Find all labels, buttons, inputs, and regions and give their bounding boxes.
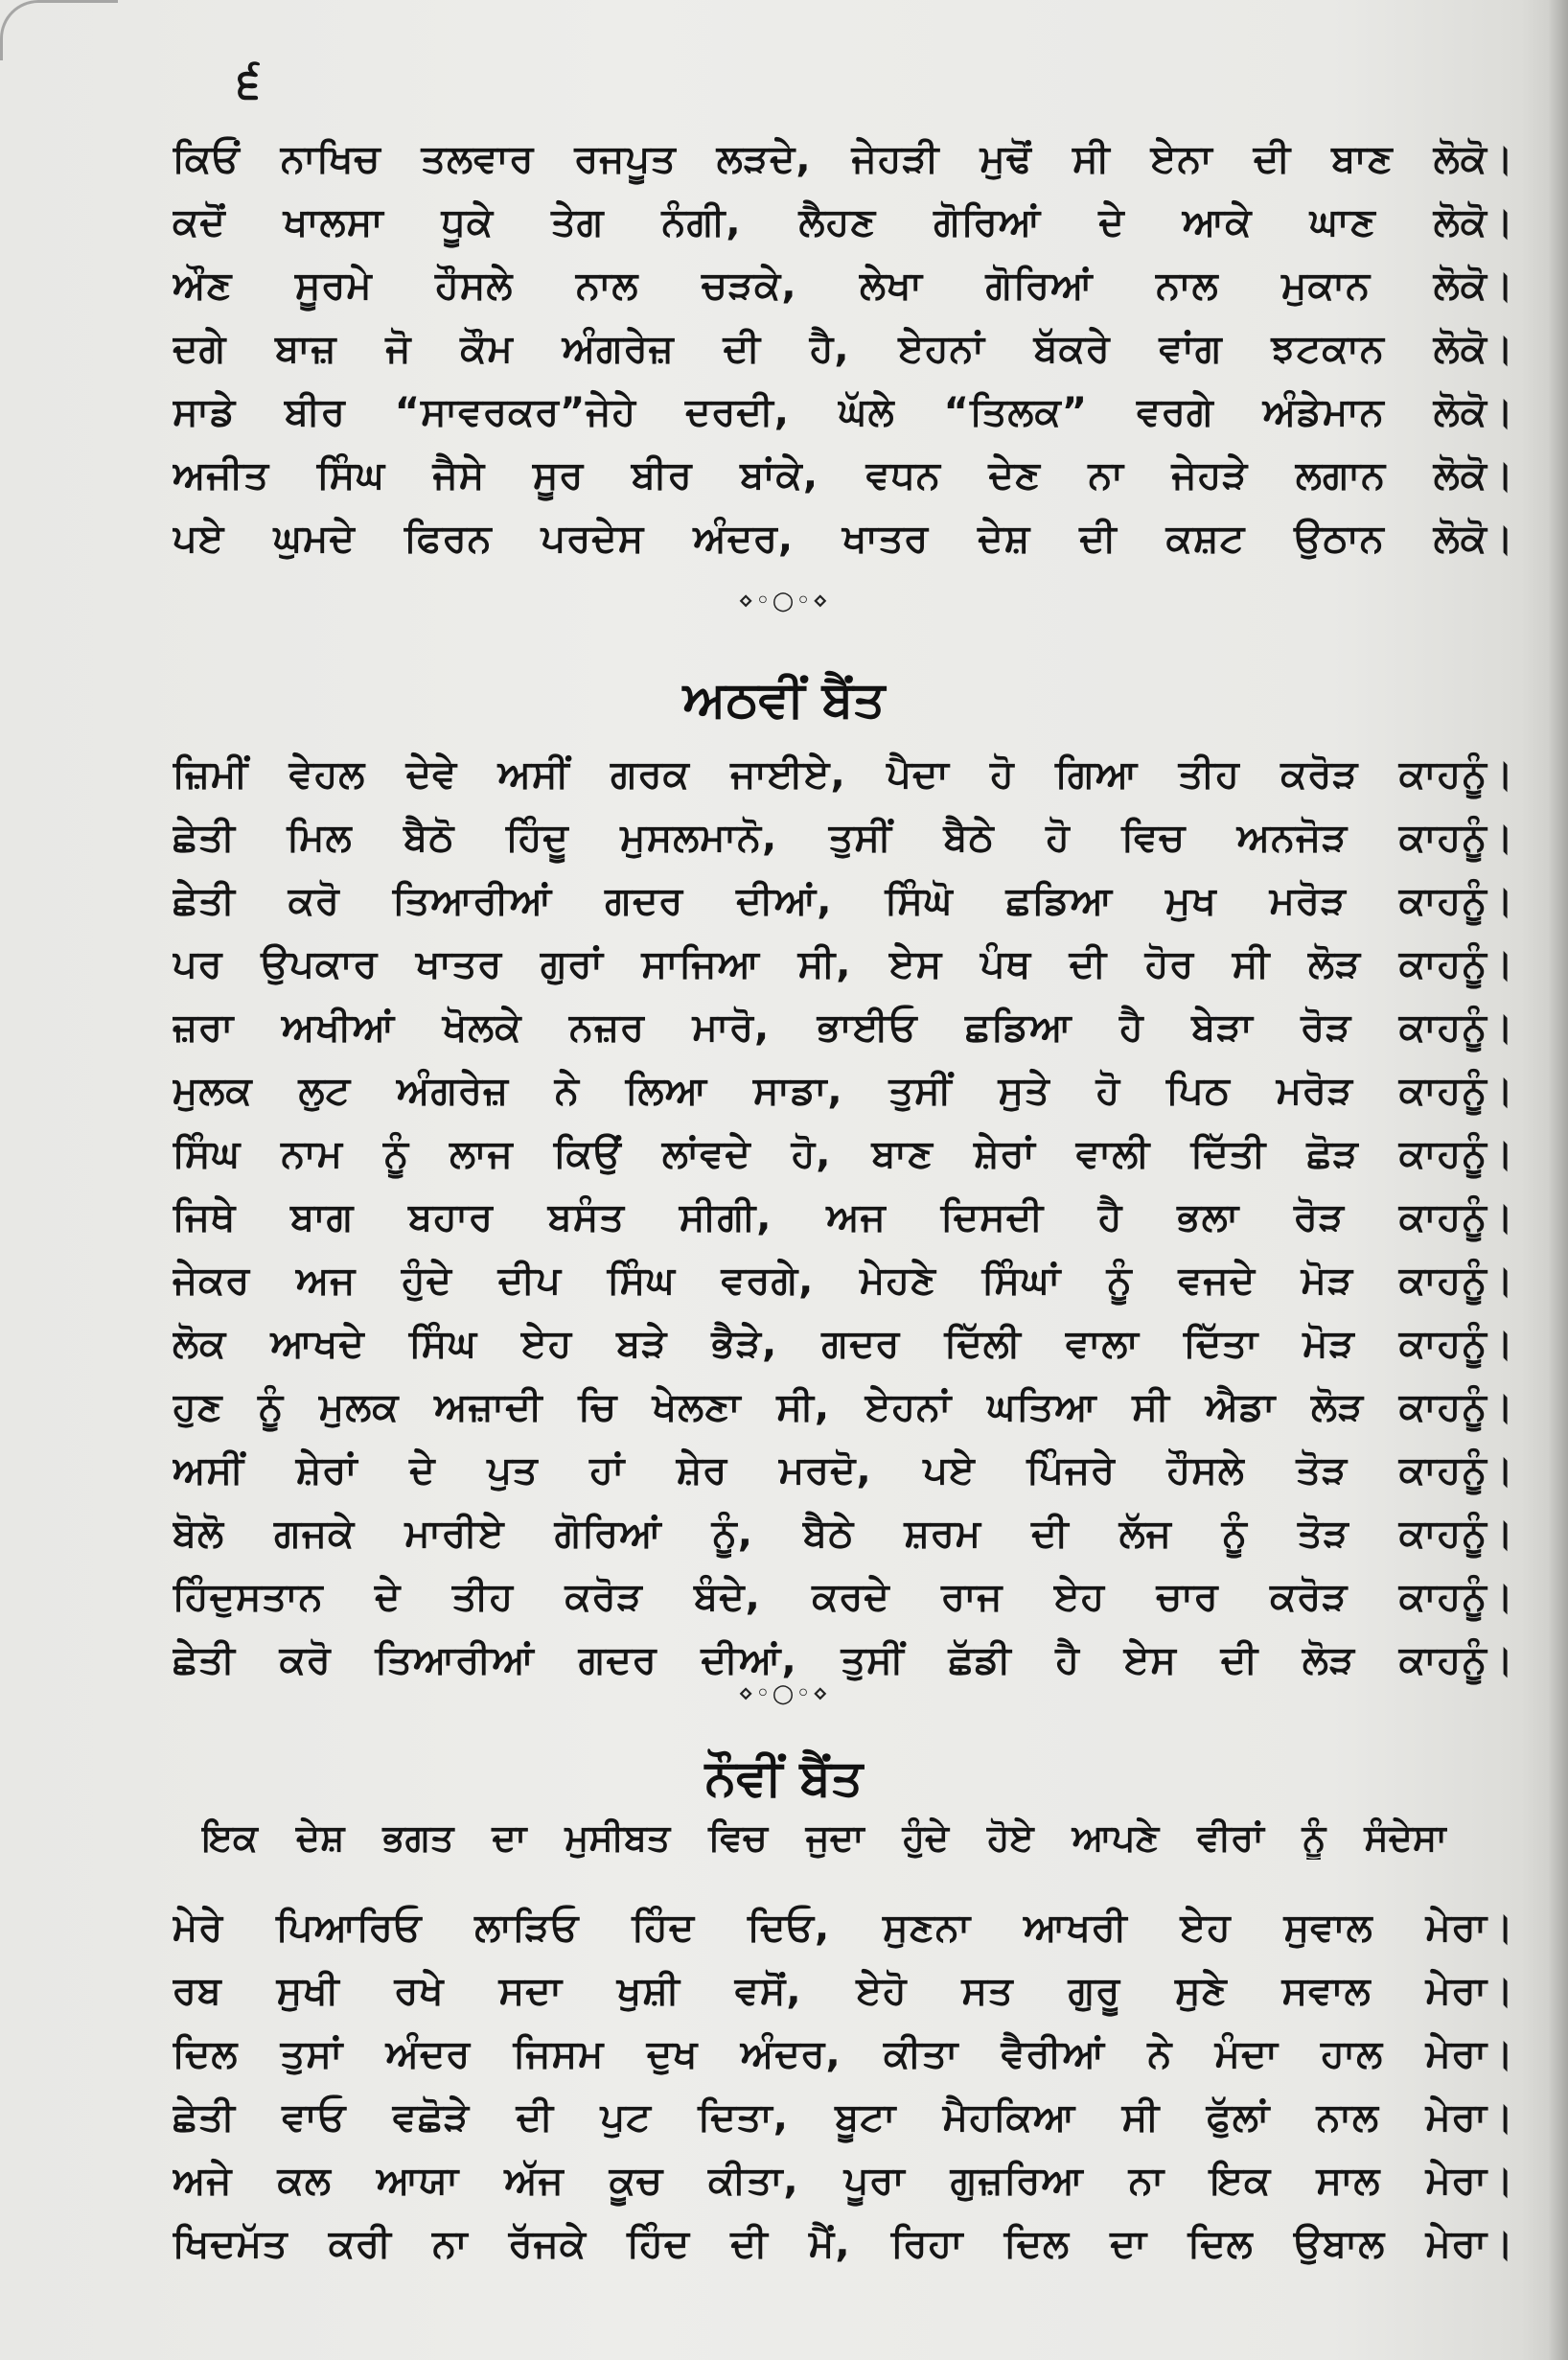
section-divider-ornament: ⋄◦○◦⋄ (738, 1679, 830, 1708)
verse-line: ਛੇਤੀ ਕਰੋ ਤਿਆਰੀਆਂ ਗਦਰ ਦੀਆਂ, ਤੁਸੀਂ ਛੱਡੀ ਹੈ ਏਸ ਦੀ ਲੋੜ ਕਾਹਨੂੰ। (173, 1638, 1514, 1682)
book-spine-shadow (1549, 0, 1568, 2360)
verse-line: ਹਿੰਦੁਸਤਾਨ ਦੇ ਤੀਹ ਕਰੋੜ ਬੰਦੇ, ਕਰਦੇ ਰਾਜ ਏਹ ਚਾਰ ਕਰੋੜ ਕਾਹਨੂੰ। (173, 1575, 1514, 1619)
verse-line: ਸਿੰਘ ਨਾਮ ਨੂੰ ਲਾਜ ਕਿਉਂ ਲਾਂਵਦੇ ਹੋ, ਬਾਣ ਸ਼ੇਰਾਂ ਵਾਲੀ ਦਿੱਤੀ ਛੋੜ ਕਾਹਨੂੰ। (173, 1132, 1514, 1176)
stanza-3 (173, 1896, 1514, 2276)
verse-line: ਖਿਦਮੱਤ ਕਰੀ ਨਾ ਰੱਜਕੇ ਹਿੰਦ ਦੀ ਮੈਂ, ਰਿਹਾ ਦਿਲ ਦਾ ਦਿਲ ਉਬਾਲ ਮੇਰਾ। (173, 2222, 1514, 2266)
verse-line: ਜਿਥੇ ਬਾਗ ਬਹਾਰ ਬਸੰਤ ਸੀਗੀ, ਅਜ ਦਿਸਦੀ ਹੈ ਭਲਾ ਰੋੜ ਕਾਹਨੂੰ। (173, 1195, 1514, 1239)
verse-line: ਜ਼ਰਾ ਅਖੀਆਂ ਖੋਲਕੇ ਨਜ਼ਰ ਮਾਰੋ, ਭਾਈਓ ਛਡਿਆ ਹੈ ਬੇੜਾ ਰੋੜ ਕਾਹਨੂੰ। (173, 1006, 1514, 1050)
verse-line: ਅਸੀਂ ਸ਼ੇਰਾਂ ਦੇ ਪੁਤ ਹਾਂ ਸ਼ੇਰ ਮਰਦੋ, ਪਏ ਪਿੰਜਰੇ ਹੌਸਲੇ ਤੋੜ ਕਾਹਨੂੰ। (173, 1448, 1514, 1492)
verse-line: ਦਗੇ ਬਾਜ਼ ਜੋ ਕੌਮ ਅੰਗਰੇਜ਼ ਦੀ ਹੈ, ਏਹਨਾਂ ਬੱਕਰੇ ਵਾਂਗ ਝਟਕਾਨ ਲੋਕੋ। (173, 327, 1514, 371)
verse-line: ਲੋਕ ਆਖਦੇ ਸਿੰਘ ਏਹ ਬੜੇ ਭੈੜੇ, ਗਦਰ ਦਿੱਲੀ ਵਾਲਾ ਦਿੱਤਾ ਮੋੜ ਕਾਹਨੂੰ। (173, 1322, 1514, 1366)
verse-line: ਜ਼ਿਮੀਂ ਵੇਹਲ ਦੇਵੇ ਅਸੀਂ ਗਰਕ ਜਾਈਏ, ਪੈਦਾ ਹੋ ਗਿਆ ਤੀਹ ਕਰੋੜ ਕਾਹਨੂੰ। (173, 752, 1514, 797)
verse-line: ਬੋਲੋ ਗਜਕੇ ਮਾਰੀਏ ਗੋਰਿਆਂ ਨੂੰ, ਬੈਠੇ ਸ਼ਰਮ ਦੀ ਲੱਜ ਨੂੰ ਤੋੜ ਕਾਹਨੂੰ। (173, 1512, 1514, 1556)
verse-line: ਹੁਣ ਨੂੰ ਮੁਲਕ ਅਜ਼ਾਦੀ ਚਿ ਖੇਲਣਾ ਸੀ, ਏਹਨਾਂ ਘਤਿਆ ਸੀ ਐਡਾ ਲੋੜ ਕਾਹਨੂੰ। (173, 1385, 1514, 1429)
verse-line: ਕਦੋਂ ਖਾਲਸਾ ਧੂਕੇ ਤੇਗ ਨੰਗੀ, ਲੈਹਣ ਗੋਰਿਆਂ ਦੇ ਆਕੇ ਘਾਣ ਲੋਕੋ। (173, 200, 1514, 244)
verse-line: ਔਣ ਸੂਰਮੇ ਹੌਸਲੇ ਨਾਲ ਚੜਕੇ, ਲੇਖਾ ਗੋਰਿਆਂ ਨਾਲ ਮੁਕਾਨ ਲੋਕੋ। (173, 264, 1514, 308)
verse-line: ਦਿਲ ਤੁਸਾਂ ਅੰਦਰ ਜਿਸਮ ਦੁਖ ਅੰਦਰ, ਕੀਤਾ ਵੈਰੀਆਂ ਨੇ ਮੰਦਾ ਹਾਲ ਮੇਰਾ। (173, 2032, 1514, 2076)
verse-line: ਮੇਰੇ ਪਿਆਰਿਓ ਲਾੜਿਓ ਹਿੰਦ ਦਿਓ, ਸੁਣਨਾ ਆਖਰੀ ਏਹ ਸੁਵਾਲ ਮੇਰਾ। (173, 1906, 1514, 1950)
verse-line: ਮੁਲਕ ਲੁਟ ਅੰਗਰੇਜ਼ ਨੇ ਲਿਆ ਸਾਡਾ, ਤੁਸੀਂ ਸੁਤੇ ਹੋ ਪਿਠ ਮਰੋੜ ਕਾਹਨੂੰ। (173, 1069, 1514, 1113)
section-subheading: ਇਕ ਦੇਸ਼ ਭਗਤ ਦਾ ਮੁਸੀਬਤ ਵਿਚ ਜੁਦਾ ਹੁੰਦੇ ਹੋਏ ਆਪਣੇ ਵੀਰਾਂ ਨੂੰ ਸੰਦੇਸਾ (201, 1816, 1447, 1859)
verse-line: ਪਰ ਉਪਕਾਰ ਖਾਤਰ ਗੁਰਾਂ ਸਾਜਿਆ ਸੀ, ਏਸ ਪੰਥ ਦੀ ਹੋਰ ਸੀ ਲੋੜ ਕਾਹਨੂੰ। (173, 942, 1514, 986)
page-number: ੬ (238, 56, 261, 107)
verse-line: ਅਜੇ ਕਲ ਆਯਾ ਅੱਜ ਕੂਚ ਕੀਤਾ, ਪੂਰਾ ਗੁਜ਼ਰਿਆ ਨਾ ਇਕ ਸਾਲ ਮੇਰਾ। (173, 2159, 1514, 2203)
page-corner-fold (0, 0, 118, 60)
stanza-2 (173, 743, 1514, 1692)
verse-line: ਜੇਕਰ ਅਜ ਹੁੰਦੇ ਦੀਪ ਸਿੰਘ ਵਰਗੇ, ਮੇਹਣੇ ਸਿੰਘਾਂ ਨੂੰ ਵਜਦੇ ਮੋੜ ਕਾਹਨੂੰ। (173, 1259, 1514, 1303)
verse-line: ਛੇਤੀ ਕਰੋ ਤਿਆਰੀਆਂ ਗਦਰ ਦੀਆਂ, ਸਿੰਘੋ ਛਡਿਆ ਮੁਖ ਮਰੋੜ ਕਾਹਨੂੰ। (173, 879, 1514, 923)
verse-line: ਕਿਓਂ ਨਾਖਿਚ ਤਲਵਾਰ ਰਜਪੂਤ ਲੜਦੇ, ਜੇਹੜੀ ਮੁਢੋਂ ਸੀ ਏਨਾ ਦੀ ਬਾਣ ਲੋਕੋ। (173, 137, 1514, 181)
verse-line: ਸਾਡੇ ਬੀਰ “ਸਾਵਰਕਰ”ਜੇਹੇ ਦਰਦੀ, ਘੱਲੇ “ਤਿਲਕ” ਵਰਗੇ ਅੰਡੇਮਾਨ ਲੋਕੋ। (173, 390, 1514, 434)
section-heading: ਨੌਵੀਂ ਬੈਂਤ (704, 1749, 864, 1807)
verse-line: ਰਬ ਸੁਖੀ ਰਖੇ ਸਦਾ ਖੁਸ਼ੀ ਵਸੋਂ, ਏਹੋ ਸਤ ਗੁਰੂ ਸੁਣੇ ਸਵਾਲ ਮੇਰਾ। (173, 1969, 1514, 2013)
verse-line: ਪਏ ਘੁਮਦੇ ਫਿਰਨ ਪਰਦੇਸ ਅੰਦਰ, ਖਾਤਰ ਦੇਸ਼ ਦੀ ਕਸ਼ਟ ਉਠਾਨ ਲੋਕੋ। (173, 517, 1514, 561)
verse-line: ਛੇਤੀ ਮਿਲ ਬੈਠੋ ਹਿੰਦੂ ਮੁਸਲਮਾਨੋ, ਤੁਸੀਂ ਬੈਠੇ ਹੋ ਵਿਚ ਅਨਜੋੜ ਕਾਹਨੂੰ। (173, 816, 1514, 860)
stanza-1 (173, 127, 1514, 570)
section-heading: ਅਠਵੀਂ ਬੈਂਤ (682, 671, 886, 729)
verse-line: ਛੇਤੀ ਵਾਓ ਵਛੋੜੇ ਦੀ ਪੁਟ ਦਿਤਾ, ਬੂਟਾ ਮੈਹਕਿਆ ਸੀ ਫੁੱਲਾਂ ਨਾਲ ਮੇਰਾ। (173, 2095, 1514, 2140)
section-divider-ornament: ⋄◦○◦⋄ (738, 587, 830, 615)
verse-line: ਅਜੀਤ ਸਿੰਘ ਜੈਸੇ ਸੂਰ ਬੀਰ ਬਾਂਕੇ, ਵਧਨ ਦੇਣ ਨਾ ਜੇਹੜੇ ਲਗਾਨ ਲੋਕੋ। (173, 453, 1514, 497)
